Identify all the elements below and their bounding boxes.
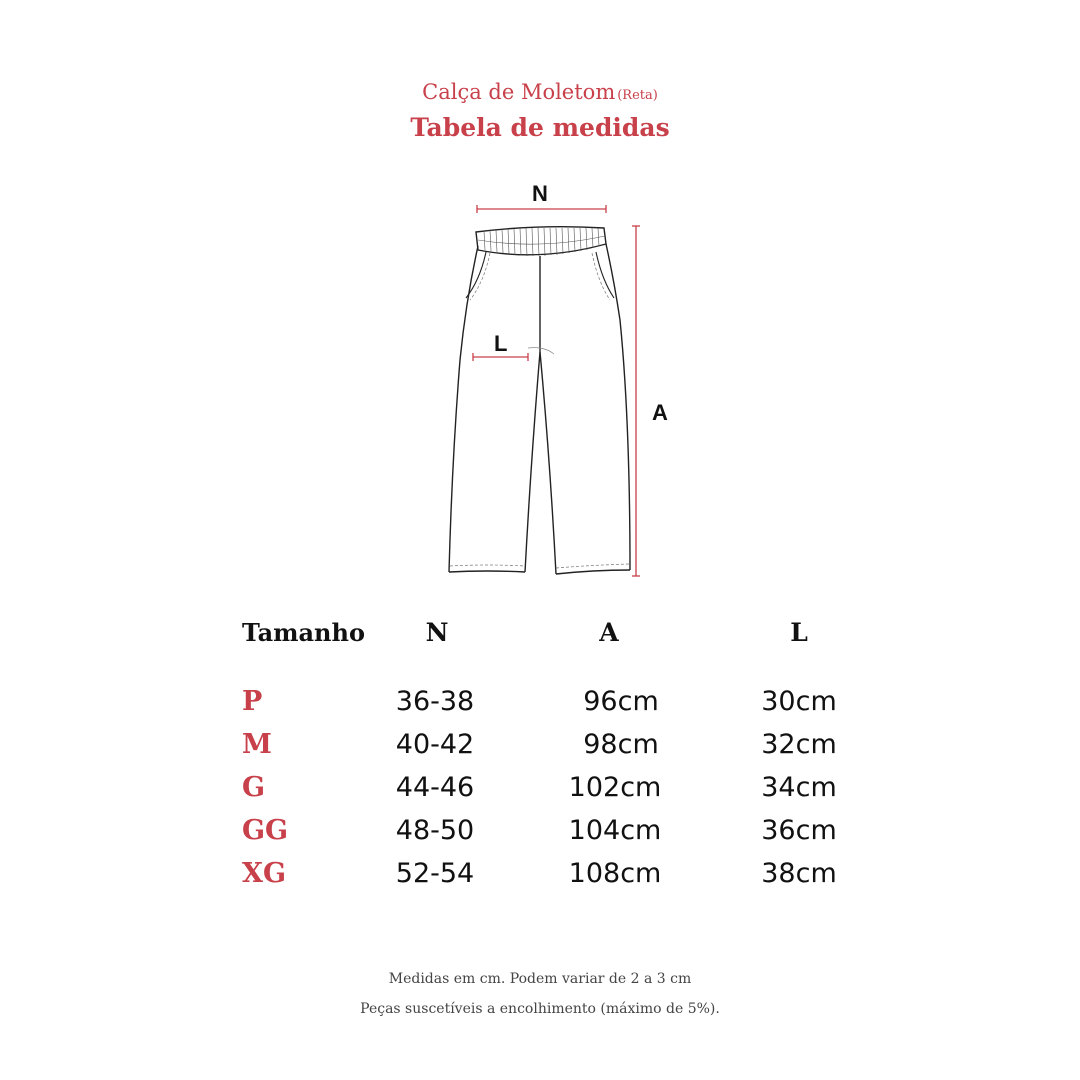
l-cell: 38cm [761, 858, 837, 889]
table-row [0, 772, 1080, 812]
header-size: Tamanho [242, 618, 365, 647]
a-cell: 96cm [583, 686, 659, 717]
table-row [0, 815, 1080, 855]
product-name: Calça de Moletom [422, 80, 616, 104]
header-n: N [425, 618, 449, 647]
footnote-variation: Medidas em cm. Podem variar de 2 a 3 cm [388, 971, 692, 987]
label-l: L [494, 331, 508, 356]
n-cell: 36-38 [395, 686, 475, 717]
header-l: L [790, 618, 808, 647]
hem-stitching [450, 564, 630, 568]
size-cell: G [242, 772, 266, 803]
a-cell: 98cm [583, 729, 659, 760]
page-title: Tabela de medidas [410, 113, 670, 142]
a-measure-line [632, 226, 640, 576]
size-cell: M [242, 729, 272, 760]
a-cell: 102cm [568, 772, 662, 803]
size-cell: GG [242, 815, 289, 846]
product-variant: (Reta) [617, 88, 658, 103]
label-n: N [532, 181, 548, 206]
n-cell: 40-42 [395, 729, 475, 760]
n-cell: 52-54 [395, 858, 475, 889]
label-a: A [652, 400, 668, 425]
crotch-fold [528, 348, 554, 354]
n-cell: 44-46 [395, 772, 475, 803]
pants-outline [449, 244, 630, 574]
table-row [0, 858, 1080, 898]
footnote-shrinkage: Peças suscetíveis a encolhimento (máximo de 5%). [360, 1001, 720, 1017]
a-cell: 108cm [568, 858, 662, 889]
table-row [0, 729, 1080, 769]
l-cell: 32cm [761, 729, 837, 760]
n-cell: 48-50 [395, 815, 475, 846]
size-cell: P [242, 686, 263, 717]
l-cell: 34cm [761, 772, 837, 803]
l-cell: 30cm [761, 686, 837, 717]
table-row [0, 686, 1080, 726]
size-cell: XG [242, 858, 287, 889]
l-cell: 36cm [761, 815, 837, 846]
header-a: A [599, 618, 619, 647]
a-cell: 104cm [568, 815, 662, 846]
